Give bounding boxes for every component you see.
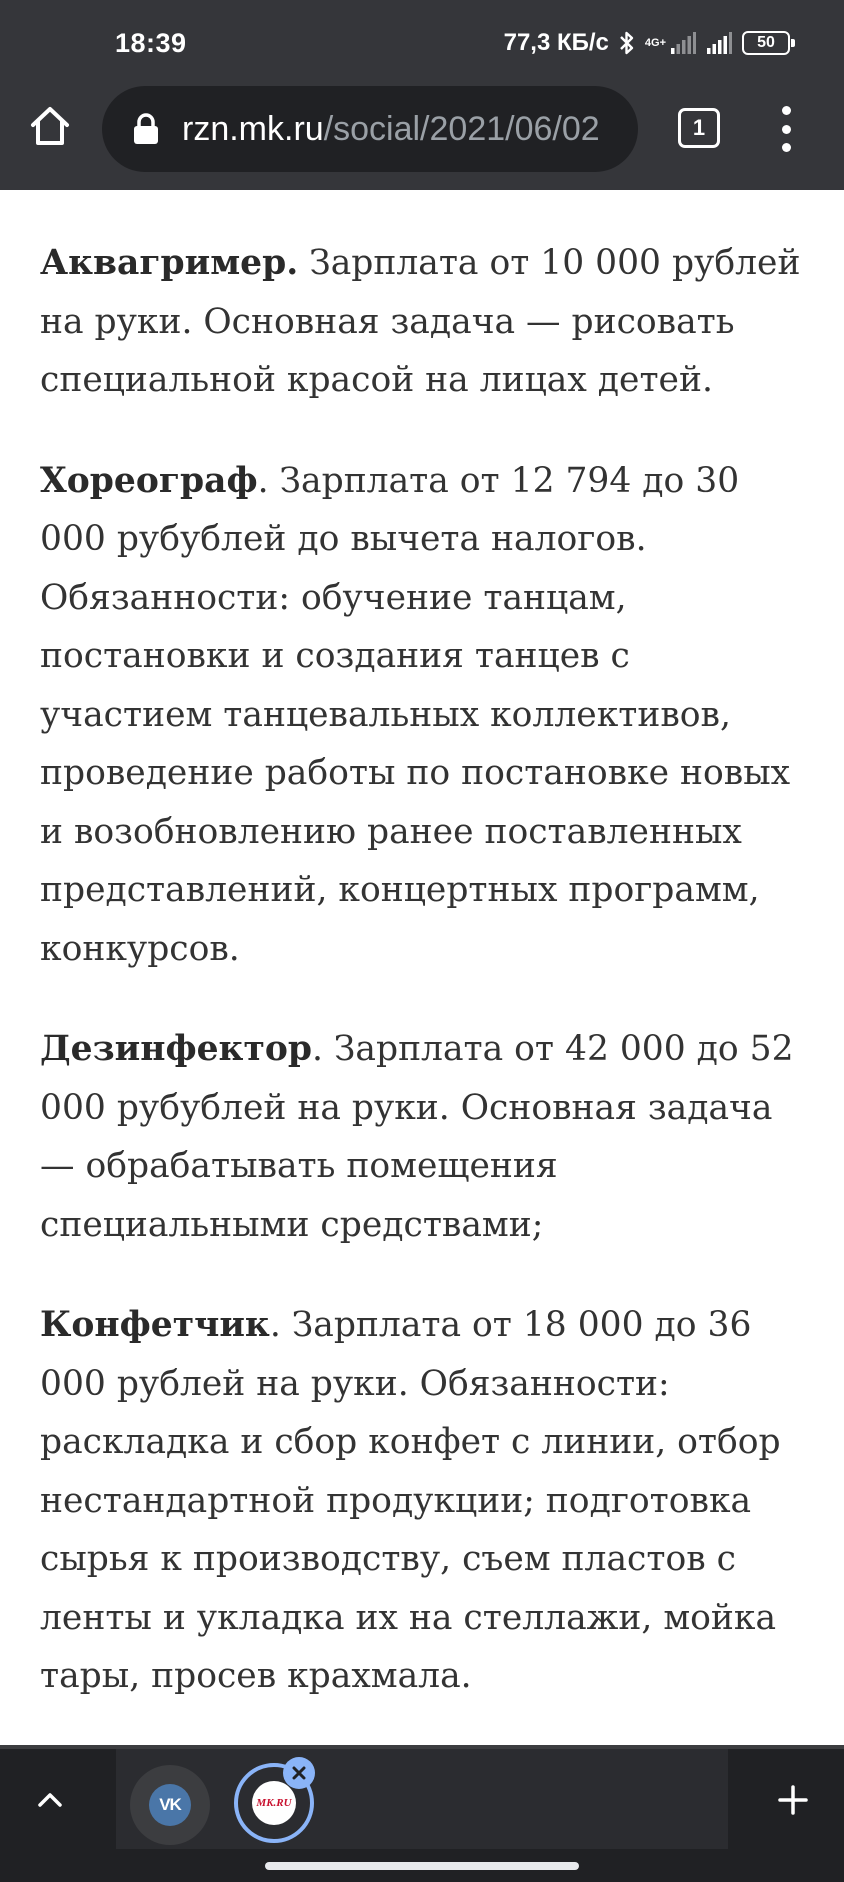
job-description: Зарплата от 10 000 рублей на руки. Основная задача — рисовать специальной красой на лицах детей. — [40, 243, 801, 400]
battery-indicator — [742, 31, 790, 55]
home-button[interactable] — [22, 94, 78, 158]
article-body — [0, 190, 844, 1706]
tab-switcher-button[interactable] — [678, 108, 720, 148]
url-path: /social/2021/06/02 — [323, 109, 600, 148]
job-title: Аквагример. — [40, 243, 299, 283]
close-tab-button[interactable] — [283, 1757, 315, 1789]
job-title: Конфетчик — [40, 1305, 270, 1345]
menu-dot — [782, 106, 791, 115]
signal-icon — [670, 31, 696, 55]
status-time: 18:39 — [115, 28, 187, 58]
battery-level: 50 — [757, 34, 775, 51]
url-host: rzn.mk.ru — [182, 109, 324, 148]
bluetooth-icon — [619, 30, 635, 56]
menu-dot — [782, 143, 791, 152]
browser-chrome — [0, 0, 844, 190]
article-paragraph — [40, 234, 806, 410]
job-title: Дезинфектор — [40, 1029, 312, 1069]
tab-vk[interactable] — [130, 1765, 210, 1845]
plus-icon — [776, 1783, 810, 1817]
network-speed: 77,3 КБ/с — [503, 29, 609, 56]
article-paragraph — [40, 452, 806, 979]
gesture-navigation-bar[interactable] — [265, 1862, 579, 1870]
chevron-up-icon — [36, 1790, 64, 1810]
article-paragraph — [40, 1020, 806, 1254]
browser-toolbar — [0, 86, 844, 176]
job-description: . Зарплата от 18 000 до 36 000 рублей на руки. Обязанности: раскладка и сбор конфет с линии, отбор нестандартной продукции; подготовка сырья к производству, съем пластов с ленты и укладка их на стеллажи, мойка тары, просев крахмала. — [40, 1305, 781, 1696]
lock-icon — [132, 112, 160, 146]
close-icon — [291, 1765, 307, 1781]
status-bar — [0, 0, 844, 88]
tab-count: 1 — [692, 115, 706, 140]
mk-logo: MK.RU — [252, 1781, 296, 1825]
vk-logo: VK — [149, 1784, 191, 1826]
network-type: 4G+ — [644, 37, 666, 49]
job-description: . Зарплата от 42 000 до 52 000 рубублей на руки. Основная задача — обрабатывать помещения специальными средствами; — [40, 1029, 794, 1245]
collapse-tabs-button[interactable] — [0, 1753, 100, 1847]
url-text[interactable] — [182, 110, 600, 149]
article-paragraph — [40, 1296, 806, 1706]
address-bar[interactable] — [102, 86, 638, 172]
page-content — [0, 190, 844, 1745]
job-title: Хореограф — [40, 460, 258, 501]
more-vert-icon[interactable] — [770, 104, 802, 154]
status-indicators — [504, 26, 790, 60]
signal-icon — [706, 31, 732, 55]
home-icon — [28, 104, 72, 148]
new-tab-button[interactable] — [742, 1753, 844, 1847]
job-description: . Зарплата от 12 794 до 30 000 рубублей до вычета налогов. Обязанности: обучение танцам, постановки и создания танцев с участием танцевальных коллективов, проведение работы по постановке новых и возобновлению ранее поставленных представлений, концертных программ, конкурсов. — [40, 460, 791, 969]
menu-dot — [782, 125, 791, 134]
